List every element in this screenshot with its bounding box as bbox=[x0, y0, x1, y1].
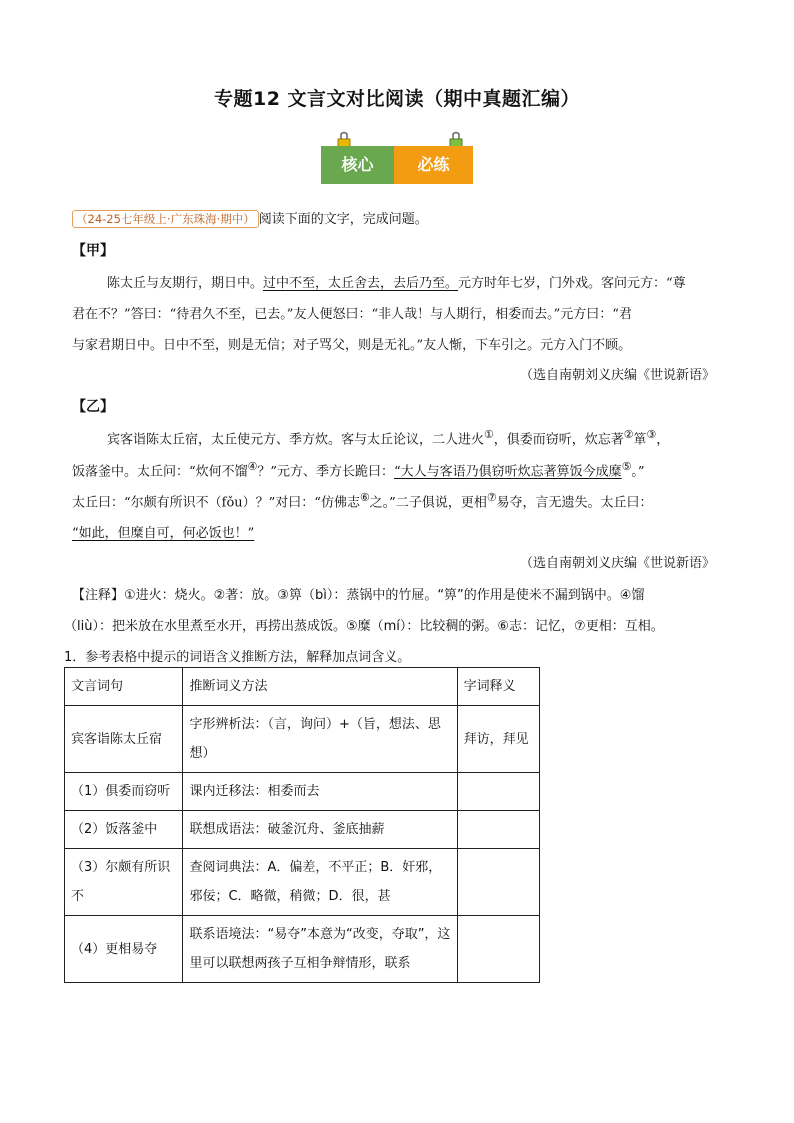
method-cell: 联想成语法：破釜沉舟、釜底抽薪 bbox=[183, 811, 457, 849]
jia-line-2: 君在不？”答曰：“待君久不至，已去。”友人便怒曰：“非人哉！与人期行，相委而去。”元方曰：“君 bbox=[72, 307, 632, 322]
phrase-cell: （1）俱委而窃听 bbox=[65, 773, 183, 811]
footnote-mark: ② bbox=[623, 428, 634, 441]
yi-line-1 bbox=[107, 428, 669, 447]
phrase-cell: 宾客诣陈太丘宿 bbox=[65, 706, 183, 773]
jia-text: 元方时年七岁，门外戏。客问元方：“尊 bbox=[458, 276, 686, 291]
yi-text: 饭落釜中。太丘问：“炊何不馏 bbox=[72, 464, 248, 480]
yi-line-4: “如此，但糜自可，何必饭也！” bbox=[72, 526, 255, 541]
phrase-cell: （4）更相易夺 bbox=[65, 916, 183, 983]
yi-source: （选自南朝刘义庆编《世说新语》 bbox=[519, 556, 715, 571]
method-cell: 字形辨析法：（言，询问）+（旨，想法、思想） bbox=[183, 706, 457, 773]
inference-table bbox=[64, 667, 540, 983]
method-cell: 课内迁移法：相委而去 bbox=[183, 773, 457, 811]
footnote-mark: ① bbox=[484, 428, 494, 441]
table-header-row bbox=[65, 668, 540, 706]
source-tag: （24-25七年级上·广东珠海·期中） bbox=[72, 210, 259, 228]
yi-text: ， bbox=[656, 432, 670, 448]
yi-line-3 bbox=[72, 491, 653, 510]
jia-line-3: 与家君期日中。日中不至，则是无信；对子骂父，则是无礼。”友人惭，下车引之。元方入门不顾。 bbox=[72, 338, 632, 353]
meaning-cell: 拜访，拜见 bbox=[457, 706, 539, 773]
badge-practice: 必练 bbox=[394, 146, 473, 184]
phrase-cell: （3）尔颇有所识不 bbox=[65, 849, 183, 916]
table-row bbox=[65, 916, 540, 983]
table-header: 字词释义 bbox=[457, 668, 539, 706]
yi-text: 易夺，言无遗失。太丘曰： bbox=[496, 495, 653, 511]
notes-line-1: 【注释】①进火：烧火。②著：放。③箅（bì）：蒸锅中的竹屉。“箅”的作用是使米不漏到锅中。④馏 bbox=[72, 588, 645, 603]
footnote-mark: ⑤ bbox=[621, 460, 632, 473]
core-practice-badge bbox=[321, 131, 473, 187]
table-header: 推断词义方法 bbox=[183, 668, 457, 706]
yi-text: 太丘曰：“尔颇有所识不（fǒu）？”对曰：“仿佛志 bbox=[72, 495, 360, 511]
jia-source: （选自南朝刘义庆编《世说新语》 bbox=[519, 368, 715, 383]
table-row bbox=[65, 706, 540, 773]
table-header: 文言词句 bbox=[65, 668, 183, 706]
jia-line-1 bbox=[107, 272, 686, 291]
yi-text: ，俱委而窃听，炊忘著 bbox=[493, 432, 624, 448]
yi-line-2 bbox=[72, 460, 645, 479]
jia-underlined-text: 过中不至，太丘舍去，去后乃至。 bbox=[263, 276, 459, 291]
section-yi-label: 【乙】 bbox=[72, 399, 114, 415]
footnote-mark: ⑥ bbox=[359, 491, 370, 504]
yi-underlined-text: “大人与客语乃俱窃听炊忘著箅饭今成糜 bbox=[394, 464, 622, 480]
meaning-cell[interactable] bbox=[457, 916, 539, 983]
meaning-cell[interactable] bbox=[457, 849, 539, 916]
yi-text: 宾客诣陈太丘宿，太丘使元方、季方炊。客与太丘论议，二人进火 bbox=[107, 432, 485, 448]
meaning-cell[interactable] bbox=[457, 811, 539, 849]
intro-line bbox=[72, 208, 428, 228]
footnote-mark: ④ bbox=[247, 460, 258, 473]
yi-text: 箪 bbox=[633, 432, 647, 448]
notes-line-2: （liù）：把米放在水里煮至水开，再捞出蒸成饭。⑤糜（mí）：比较稠的粥。⑥志：记忆，⑦更相：互相。 bbox=[64, 619, 664, 634]
table-row bbox=[65, 849, 540, 916]
intro-instruction: 阅读下面的文字，完成问题。 bbox=[258, 212, 428, 227]
badge-core: 核心 bbox=[321, 146, 394, 184]
yi-text: ？”元方、季方长跪曰： bbox=[257, 464, 395, 480]
phrase-cell: （2）饭落釜中 bbox=[65, 811, 183, 849]
table-row bbox=[65, 811, 540, 849]
yi-text: 。” bbox=[631, 464, 645, 480]
method-cell: 查阅词典法：A．偏差，不平正；B．奸邪，邪佞；C．略微，稍微；D．很，甚 bbox=[183, 849, 457, 916]
footnote-mark: ⑦ bbox=[486, 491, 497, 504]
table-row bbox=[65, 773, 540, 811]
question-1: 1．参考表格中提示的词语含义推断方法，解释加点词含义。 bbox=[64, 650, 411, 665]
jia-text: 陈太丘与友期行，期日中。 bbox=[107, 276, 264, 291]
page-title: 专题12 文言文对比阅读（期中真题汇编） bbox=[213, 88, 581, 110]
method-cell: 联系语境法：“易夺”本意为“改变，夺取”，这里可以联想两孩子互相争辩情形，联系 bbox=[183, 916, 457, 983]
footnote-mark: ③ bbox=[646, 428, 657, 441]
meaning-cell[interactable] bbox=[457, 773, 539, 811]
section-jia-label: 【甲】 bbox=[72, 243, 114, 259]
yi-text: 之。”二子俱说，更相 bbox=[369, 495, 487, 511]
